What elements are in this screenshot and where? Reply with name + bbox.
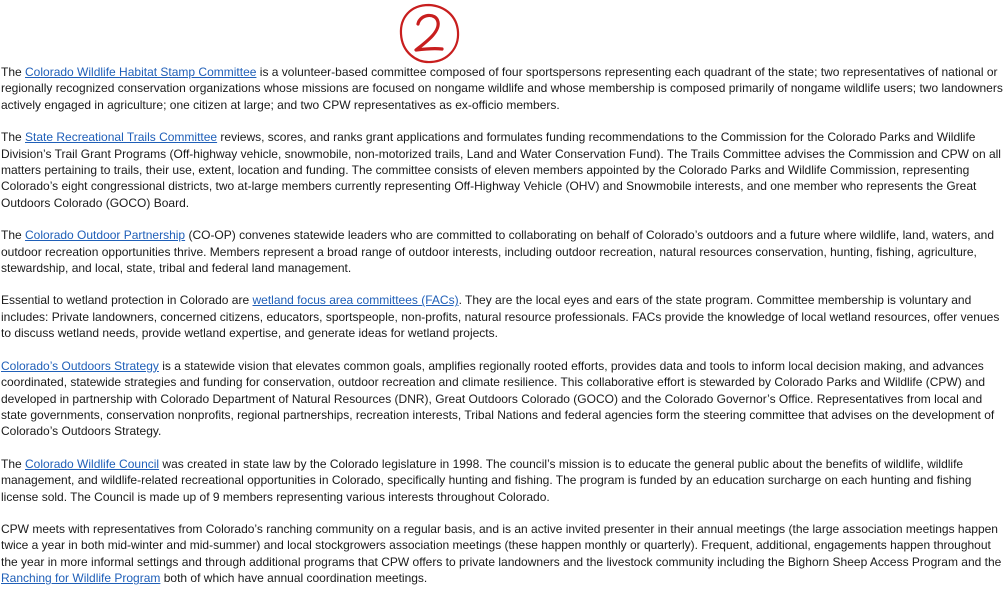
- link-wetland-focus-area-committees[interactable]: wetland focus area committees (FACs): [252, 293, 459, 308]
- handwritten-number-annotation: [396, 2, 462, 66]
- link-ranching-for-wildlife[interactable]: Ranching for Wildlife Program: [1, 571, 161, 586]
- link-outdoors-strategy[interactable]: Colorado’s Outdoors Strategy: [1, 358, 159, 373]
- paragraph-outdoors-strategy: Colorado’s Outdoors Strategy is a statewide vision that elevates common goals, amplifies regionally rooted efforts, provides data and tools to inform local decision making, and advances coordinated, statewide strategies and funding for conservation, outdoor recreation and climate resilience. This collaborative effort is stewarded by Colorado Parks and Wildlife (CPW) and developed in partnership with Colorado Department of Natural Resources (DNR), Great Outdoors Colorado (GOCO) and the Colorado Governor’s Office. Representatives from local and state governments, conservation nonprofits, regional partnerships, recreation interests, Tribal Nations and federal agencies form the steering committee that advises on the development of Colorado’s Outdoors Strategy.: [1, 358, 995, 439]
- link-outdoor-partnership[interactable]: Colorado Outdoor Partnership: [25, 228, 186, 243]
- link-habitat-stamp-committee[interactable]: Colorado Wildlife Habitat Stamp Committee: [25, 65, 257, 79]
- paragraph-recreational-trails-committee: The State Recreational Trails Committee reviews, scores, and ranks grant applications and formulates funding recommendations to the Commission for the Colorado Parks and Wildlife Division’s Trail Grant Programs (Off-highway vehicle, snowmobile, non-motorized trails, Land and Water Conservation Fund). The Trails Committee advises the Commission and CPW on all matters pertaining to trails, their use, extent, location and funding. The committee consists of eleven members appointed by the Colorado Parks and Wildlife Commission, representing Colorado’s eight congressional districts, two at-large members currently representing Off-Highway Vehicle (OHV) and Snowmobile interests, and one member who represents the Great Outdoors Colorado (GOCO) Board.: [1, 130, 1001, 210]
- link-recreational-trails-committee[interactable]: State Recreational Trails Committee: [25, 130, 218, 145]
- document-body: [1, 64, 1006, 603]
- paragraph-wetland-focus-areas: Essential to wetland protection in Colorado are wetland focus area committees (FACs). They are the local eyes and ears of the state program. Committee membership is voluntary and includes: Private landowners, concerned citizens, educators, sportspeople, non-profits, natural resource professionals. FACs provide the knowledge of local wetland resources, offer venues to discuss wetland needs, provide wetland expertise, and generate ideas for wetland projects.: [1, 293, 1000, 341]
- paragraph-habitat-stamp-committee: The Colorado Wildlife Habitat Stamp Committee is a volunteer-based committee composed of four sportspersons representing each quadrant of the state; two representatives of national or regionally recognized conservation organizations whose missions are focused on nongame wildlife and whose membership is composed primarily of nongame wildlife users; two landowners actively engaged in agriculture; one citizen at large; and two CPW representatives as ex-officio members.: [1, 65, 1003, 112]
- paragraph-ranching-community: CPW meets with representatives from Colorado’s ranching community on a regular basis, and is an active invited presenter in their annual meetings (the large association meetings happen twice a year in both mid-winter and mid-summer) and local stockgrowers association meetings (these happen monthly or quarterly). Frequent, additional, engagements happen throughout the year in more informal settings and through additional programs that CPW offers to private landowners and the livestock community including the Bighorn Sheep Access Program and the Ranching for Wildlife Program both of which have annual coordination meetings.: [1, 521, 1002, 586]
- paragraph-outdoor-partnership: The Colorado Outdoor Partnership (CO-OP) convenes statewide leaders who are committed to collaborating on behalf of Colorado’s outdoors and a future where wildlife, land, waters, and outdoor recreation opportunities thrive. Members represent a broad range of outdoor interests, including outdoor recreation, natural resources conservation, hunting, fishing, agriculture, stewardship, and local, state, tribal and federal land management.: [1, 228, 994, 276]
- circled-two-icon: [396, 2, 462, 66]
- link-wildlife-council[interactable]: Colorado Wildlife Council: [25, 456, 160, 471]
- paragraph-wildlife-council: The Colorado Wildlife Council was created in state law by the Colorado legislature in 1998. The council’s mission is to educate the general public about the benefits of wildlife, wildlife management, and wildlife-related recreational opportunities in Colorado, specifically hunting and fishing. The program is funded by an education surcharge on each hunting and fishing license sold. The Council is made up of 9 members representing various interests throughout Colorado.: [1, 456, 972, 504]
